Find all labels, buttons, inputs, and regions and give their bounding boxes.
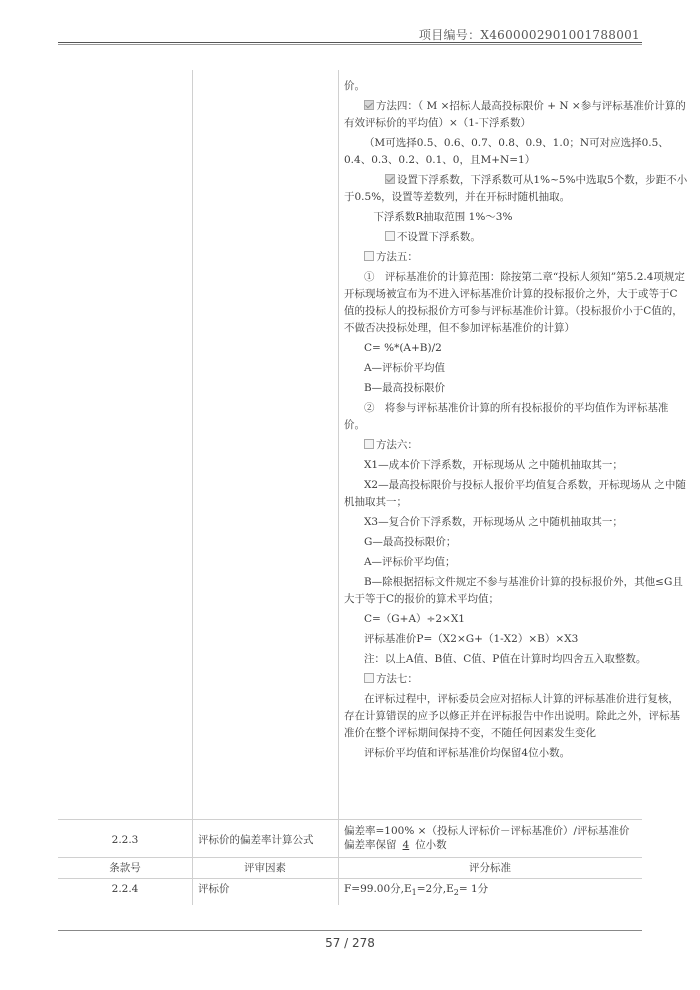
method-5 — [344, 249, 688, 266]
col-header-clause: 条款号 — [109, 862, 141, 874]
column-divider — [338, 70, 339, 905]
score-f: F=99.00分,E — [344, 883, 412, 895]
row-divider — [58, 819, 642, 820]
footer-divider — [58, 930, 642, 931]
clause-number: 2.2.4 — [111, 883, 139, 895]
method-6-g: G—最高投标限价； — [363, 536, 457, 548]
float-range: 下浮系数R抽取范围 1%～3% — [373, 211, 513, 223]
precision-value: 4 — [402, 839, 410, 851]
method-5-b: B—最高投标限价 — [363, 382, 446, 394]
method-6-p: 评标基准价P=（X2×G+（1-X2）×B）×X3 — [363, 633, 579, 645]
no-float-label: 不设置下浮系数。 — [396, 231, 481, 243]
e2-subscript: 2 — [453, 888, 459, 897]
float-label: 设置下浮系数，下浮系数可从1%~5%中选取5个数，步距不小于0.5%，设置等差数列，并在开标时随机抽取。 — [344, 174, 688, 203]
header-divider — [58, 42, 642, 43]
method-7 — [344, 671, 688, 688]
method-6-checkbox[interactable] — [364, 439, 374, 449]
method-6-c: C=（G+A）÷2×X1 — [363, 613, 465, 625]
col-header-standard: 评分标准 — [469, 862, 511, 874]
continuation-text: 价。 — [344, 80, 365, 92]
no-float-checkbox[interactable] — [385, 231, 395, 241]
method-6-x3: X3—复合价下浮系数，开标现场从 之中随机抽取其一； — [363, 516, 623, 528]
col-header-factor: 评审因素 — [244, 862, 286, 874]
float-checkbox[interactable] — [385, 174, 395, 184]
deviation-formula-text: 偏差率=100% ×（投标人评标价－评标基准价）/评标基准价 — [344, 825, 630, 837]
method-6-b: B—除根据招标文件规定不参与基准价计算的投标报价外，其他≤G且大于等于C的报价的算术平均值； — [344, 576, 683, 605]
method-6-note: 注：以上A值、B值、C值、P值在计算时均四舍五入取整数。 — [363, 653, 647, 665]
method-6-label: 方法六： — [375, 439, 418, 451]
method-4-note: （M可选择0.5、0.6、0.7、0.8、0.9、1.0；N可对应选择0.5、0.4、0.3、0.2、0.1、0，且M+N=1） — [344, 137, 669, 166]
method-5-a: A—评标价平均值 — [363, 362, 446, 374]
deviation-precision — [344, 838, 638, 852]
method-7-desc: 在评标过程中，评标委员会应对招标人计算的评标基准价进行复核，存在计算错误的应予以修正并在评标报告中作出说明。除此之外，评标基准价在整个评标期间保持不变，不随任何因素发生变化 — [344, 693, 680, 739]
method-content — [344, 78, 688, 765]
method-6-a: A—评标价平均值； — [363, 556, 456, 568]
method-5-checkbox[interactable] — [364, 251, 374, 261]
method-5-item-1: ① 评标基准价的计算范围：除按第二章“投标人须知”第5.2.4项规定开标现场被宣布为不进入评标基准价计算的投标报价之外，大于或等于C值的投标人的投标报价方可参与评标基准价计算。（投标报价小于C值的，不做否决投标处理，但不参加评标基准价的计算） — [344, 271, 685, 334]
review-factor: 评标价的偏差率计算公式 — [198, 834, 314, 846]
score-standard — [344, 882, 638, 900]
method-5-label: 方法五： — [375, 251, 418, 263]
column-divider — [192, 70, 193, 905]
no-float-option — [344, 229, 688, 246]
precision-suffix: 位小数 — [415, 839, 447, 851]
method-7-label: 方法七： — [375, 673, 418, 685]
row-divider — [58, 878, 642, 879]
project-number: 项目编号：X4600002901001788001 — [418, 28, 640, 42]
method-6-x2: X2—最高投标限价与投标人报价平均值复合系数，开标现场从 之中随机抽取其一； — [344, 479, 686, 508]
score-e1: =2分,E — [416, 883, 454, 895]
clause-number: 2.2.3 — [111, 834, 139, 846]
score-e2: = 1分 — [458, 883, 489, 895]
scoring-table — [58, 70, 688, 905]
precision-prefix: 偏差率保留 — [344, 839, 397, 851]
page-number: 57 / 278 — [325, 936, 375, 950]
method-4-checkbox[interactable] — [364, 100, 374, 110]
method-5-c: C= %*(A+B)/2 — [363, 342, 442, 354]
method-4 — [344, 98, 688, 132]
method-5-item-2: ② 将参与评标基准价计算的所有投标报价的平均值作为评标基准价。 — [344, 402, 669, 431]
method-7-decimals: 评标价平均值和评标基准价均保留4位小数。 — [363, 747, 571, 759]
method-7-checkbox[interactable] — [364, 673, 374, 683]
deviation-formula — [344, 824, 638, 852]
float-option — [344, 172, 688, 206]
review-factor: 评标价 — [198, 883, 230, 895]
method-6 — [344, 437, 688, 454]
e1-subscript: 1 — [411, 888, 417, 897]
method-6-x1: X1—成本价下浮系数，开标现场从 之中随机抽取其一； — [363, 459, 623, 471]
method-4-label: 方法四：（ M ×招标人最高投标限价 + N ×参与评标基准价计算的有效评标价的平均值）×（1-下浮系数） — [344, 100, 686, 129]
row-divider — [58, 857, 642, 858]
header-divider-thin — [58, 44, 642, 45]
